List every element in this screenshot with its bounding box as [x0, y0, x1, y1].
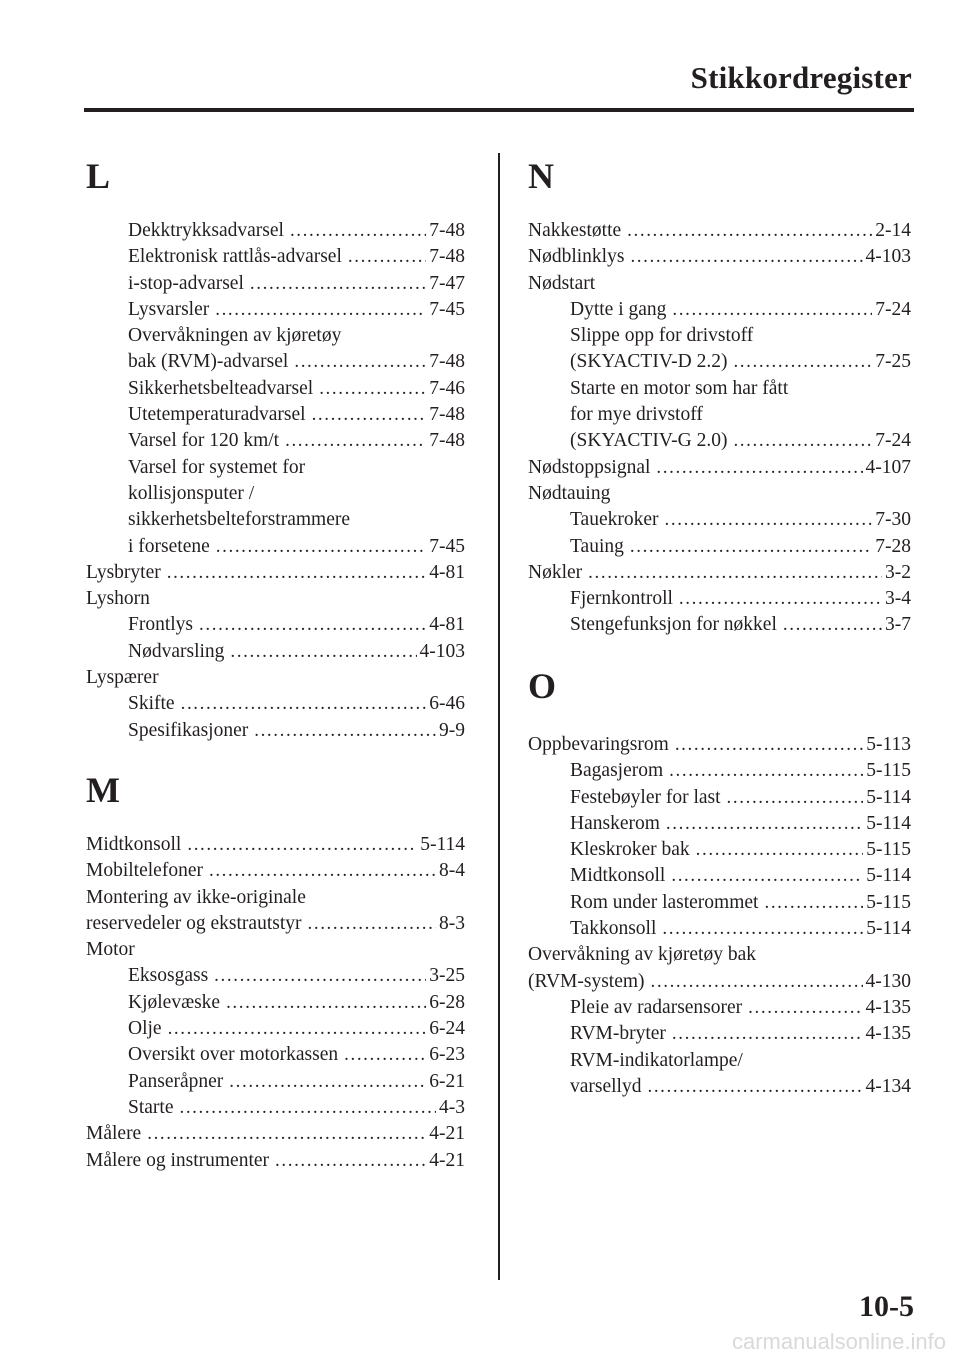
dot-leader [651, 969, 863, 995]
index-entry [528, 1048, 911, 1074]
index-entry [86, 612, 465, 638]
index-entry-page: 4-130 [865, 970, 911, 992]
section-letter-l: L [86, 156, 111, 196]
dot-leader [733, 349, 872, 375]
index-entry [528, 1021, 911, 1047]
index-entry-page: 5-115 [866, 891, 911, 913]
index-entry [86, 639, 465, 665]
index-entry-page: 4-21 [429, 1149, 465, 1171]
index-entry-text: Olje [128, 1018, 162, 1040]
index-entry-text: Utetemperaturadvarsel [128, 404, 306, 426]
index-entry [528, 837, 911, 863]
index-entry-text: Frontlys [128, 614, 194, 636]
dot-leader [733, 428, 872, 454]
dot-leader [696, 837, 864, 863]
index-entry-page: 7-46 [429, 377, 465, 399]
index-entry [86, 402, 465, 428]
index-entry-page: 7-48 [429, 430, 465, 452]
index-entry-text: (SKYACTIV-G 2.0) [570, 430, 728, 452]
index-entry [528, 323, 911, 349]
index-entry-page: 7-24 [875, 430, 911, 452]
index-entry-text: Nøkler [528, 561, 583, 583]
index-entry-text: varsellyd [570, 1075, 642, 1097]
index-entry-text: Sikkerhetsbelteadvarsel [128, 377, 314, 399]
dot-leader [179, 1095, 436, 1121]
index-entry-page: 4-103 [865, 246, 911, 268]
index-entry [86, 349, 465, 375]
dot-leader [229, 1069, 426, 1095]
dot-leader [285, 428, 426, 454]
index-entry [86, 1095, 465, 1121]
index-entry-page: 5-114 [866, 865, 911, 887]
dot-leader [215, 297, 426, 323]
dot-leader [187, 832, 417, 858]
index-entry-page: 5-115 [866, 760, 911, 782]
index-entry [86, 1042, 465, 1068]
index-entry-page: 4-134 [865, 1075, 911, 1097]
index-entry [86, 218, 465, 244]
index-entry [86, 963, 465, 989]
dot-leader [669, 758, 863, 784]
index-entry [528, 890, 911, 916]
index-entry [528, 732, 911, 758]
index-entry-page: 7-30 [875, 509, 911, 531]
index-entry-text: sikkerhetsbelteforstrammere [128, 509, 350, 531]
index-entry [528, 560, 911, 586]
index-entry [86, 1069, 465, 1095]
index-entry-text: Nakkestøtte [528, 220, 622, 241]
index-entry-text: Midtkonsoll [570, 865, 666, 887]
index-entry [86, 586, 465, 612]
index-entry-text: Tauekroker [570, 509, 659, 531]
page-number: 10-5 [859, 1290, 914, 1323]
index-entry-page: 4-103 [419, 640, 465, 662]
dot-leader [627, 218, 872, 244]
dot-leader [672, 297, 872, 323]
dot-leader [656, 455, 862, 481]
index-entry-page: 7-25 [875, 351, 911, 373]
index-entry-page: 3-25 [429, 965, 465, 987]
dot-leader [319, 376, 426, 402]
index-entry-text: Varsel for 120 km/t [128, 430, 280, 452]
index-entry-page: 4-135 [865, 1023, 911, 1045]
index-entry [528, 271, 911, 297]
index-entry-text: Pleie av radarsensorer [570, 996, 743, 1018]
dot-leader [630, 244, 862, 270]
index-entry [86, 244, 465, 270]
index-entry-text: Rom under lasterommet [570, 891, 759, 913]
index-entry-page: 7-48 [429, 351, 465, 373]
index-entry [86, 885, 465, 911]
index-entry-page: 4-81 [429, 614, 465, 636]
index-entry [528, 349, 911, 375]
index-entry [86, 937, 465, 963]
index-entry-text: RVM-bryter [570, 1023, 666, 1045]
index-entry [528, 612, 911, 638]
dot-leader [167, 560, 427, 586]
index-entry-text: for mye drivstoff [570, 404, 703, 426]
dot-leader [308, 911, 437, 937]
index-entry [86, 323, 465, 349]
index-entry-text: Stengefunksjon for nøkkel [570, 614, 777, 636]
index-entry [86, 691, 465, 717]
dot-leader [679, 586, 882, 612]
index-entry [86, 1148, 465, 1174]
index-entry-text: Mobiltelefoner [86, 860, 203, 882]
dot-leader [675, 732, 863, 758]
index-entry-text: i-stop-advarsel [128, 272, 244, 294]
dot-leader [666, 811, 863, 837]
index-entry-text: Nødblinklys [528, 246, 625, 268]
index-entry [528, 942, 911, 968]
index-entry-text: Overvåkning av kjøretøy bak [528, 944, 756, 966]
dot-leader [250, 271, 426, 297]
dot-leader [647, 1074, 862, 1100]
dot-leader [254, 718, 436, 744]
index-entry [528, 995, 911, 1021]
index-entry-page: 3-4 [885, 588, 911, 610]
index-entry [86, 718, 465, 744]
index-entry-text: Bagasjerom [570, 760, 664, 782]
index-entry [528, 916, 911, 942]
index-entry-text: Lysvarsler [128, 298, 210, 320]
index-entry-text: Starte [128, 1096, 174, 1118]
index-entry-page: 5-114 [866, 918, 911, 940]
index-entry [528, 218, 911, 244]
index-entry-page: 8-4 [439, 860, 465, 882]
dot-leader [764, 890, 863, 916]
index-entry-page: 4-81 [429, 561, 465, 583]
dot-leader [209, 858, 436, 884]
index-entry [86, 481, 465, 507]
index-entry-text: (RVM-system) [528, 970, 645, 992]
index-entry [86, 455, 465, 481]
index-entry [528, 481, 911, 507]
index-entry-page: 3-2 [885, 561, 911, 583]
index-entry-text: Oversikt over motorkassen [128, 1044, 339, 1066]
index-entry-page: 7-47 [429, 272, 465, 294]
index-entry [528, 863, 911, 889]
dot-leader [672, 1021, 863, 1047]
dot-leader [147, 1121, 426, 1147]
dot-leader [727, 785, 864, 811]
index-entry [528, 455, 911, 481]
index-entry-text: Spesifikasjoner [128, 719, 249, 741]
dot-leader [294, 349, 426, 375]
index-entry-text: Panseråpner [128, 1070, 224, 1092]
index-entry [86, 428, 465, 454]
index-entry [528, 1074, 911, 1100]
index-entry-text: bak (RVM)-advarsel [128, 351, 289, 373]
index-entry [528, 244, 911, 270]
index-entry-text: RVM-indikatorlampe/ [570, 1049, 743, 1071]
section-letter-m: M [86, 770, 120, 810]
index-entry-page: 6-24 [429, 1018, 465, 1040]
index-entry-page: 6-21 [429, 1070, 465, 1092]
section-letter-o: O [528, 666, 557, 706]
dot-leader [226, 990, 426, 1016]
index-entry-text: Festebøyler for last [570, 786, 721, 808]
dot-leader [665, 507, 873, 533]
index-entry-page: 6-28 [429, 991, 465, 1013]
index-entry [86, 832, 465, 858]
index-entry-text: i forsetene [128, 535, 210, 557]
index-entry-page: 2-14 [875, 220, 911, 241]
index-entry [528, 297, 911, 323]
index-entry-text: Elektronisk rattlås-advarsel [128, 246, 342, 268]
index-entry [528, 428, 911, 454]
index-entry-page: 7-48 [429, 220, 465, 241]
dot-leader [671, 863, 863, 889]
index-entry-text: Takkonsoll [570, 918, 657, 940]
index-entry-page: 3-7 [885, 614, 911, 636]
index-entry [86, 665, 465, 691]
index-entry-text: Eksosgass [128, 965, 209, 987]
index-entry [528, 811, 911, 837]
index-entry [86, 1121, 465, 1147]
section-o-entries [528, 732, 911, 1100]
index-entry-text: (SKYACTIV-D 2.2) [570, 351, 728, 373]
index-entry-text: Lyshorn [86, 588, 150, 610]
index-entry-text: Kleskroker bak [570, 839, 690, 861]
index-entry-page: 4-21 [429, 1123, 465, 1145]
index-entry [86, 858, 465, 884]
index-entry-page: 9-9 [439, 719, 465, 741]
dot-leader [275, 1148, 426, 1174]
index-entry [528, 402, 911, 428]
index-entry-text: Varsel for systemet for [128, 456, 306, 478]
index-entry-text: kollisjonsputer / [128, 482, 255, 504]
index-entry-page: 5-115 [866, 839, 911, 861]
dot-leader [312, 402, 427, 428]
dot-leader [348, 244, 426, 270]
index-entry-text: Oppbevaringsrom [528, 734, 669, 755]
index-entry-text: Lysbryter [86, 561, 161, 583]
watermark: carmanualsonline.info [731, 1329, 946, 1354]
index-entry [528, 376, 911, 402]
dot-leader [344, 1042, 426, 1068]
index-entry-text: Dytte i gang [570, 298, 667, 320]
index-entry-text: Lyspærer [86, 667, 159, 689]
index-entry-text: Overvåkningen av kjøretøy [128, 325, 342, 347]
index-entry [528, 969, 911, 995]
index-entry-page: 5-113 [866, 734, 911, 755]
index-entry [86, 560, 465, 586]
dot-leader [662, 916, 863, 942]
section-l-entries [86, 218, 465, 744]
section-letter-n: N [528, 156, 554, 196]
index-entry-page: 4-135 [865, 996, 911, 1018]
index-entry [86, 376, 465, 402]
dot-leader [290, 218, 426, 244]
column-divider [498, 153, 500, 1280]
index-entry-text: Nødstoppsignal [528, 456, 651, 478]
index-entry [86, 507, 465, 533]
dot-leader [588, 560, 882, 586]
index-entry-text: Målere og instrumenter [86, 1149, 270, 1171]
index-entry-text: Nødstart [528, 272, 596, 294]
index-entry-text: Motor [86, 939, 135, 961]
dot-leader [214, 963, 426, 989]
index-entry-page: 4-3 [439, 1096, 465, 1118]
index-entry-page: 6-23 [429, 1044, 465, 1066]
index-entry [86, 911, 465, 937]
header-rule [84, 108, 914, 112]
index-entry-page: 7-45 [429, 535, 465, 557]
dot-leader [168, 1016, 427, 1042]
dot-leader [216, 534, 426, 560]
index-entry [86, 297, 465, 323]
section-m-entries [86, 832, 465, 1174]
dot-leader [199, 612, 426, 638]
index-entry-page: 5-114 [866, 812, 911, 834]
dot-leader [230, 639, 416, 665]
index-entry-text: Skifte [128, 693, 175, 715]
page-title: Stikkordregister [690, 60, 912, 95]
dot-leader [748, 995, 862, 1021]
index-entry [528, 785, 911, 811]
index-entry-page: 7-24 [875, 298, 911, 320]
index-entry-text: Fjernkontroll [570, 588, 673, 610]
index-entry-text: Kjølevæske [128, 991, 221, 1013]
index-entry-page: 5-114 [420, 834, 465, 855]
index-entry-text: reservedeler og ekstrautstyr [86, 912, 302, 934]
index-entry-text: Starte en motor som har fått [570, 377, 789, 399]
index-entry-text: Hanskerom [570, 812, 660, 834]
dot-leader [630, 534, 872, 560]
index-entry-page: 7-48 [429, 246, 465, 268]
index-entry [86, 1016, 465, 1042]
index-entry [528, 586, 911, 612]
index-entry-text: Midtkonsoll [86, 834, 182, 855]
index-entry [528, 534, 911, 560]
index-entry [86, 534, 465, 560]
index-entry-page: 7-45 [429, 298, 465, 320]
index-entry [86, 271, 465, 297]
index-entry-text: Montering av ikke-originale [86, 886, 306, 908]
index-entry-page: 7-28 [875, 535, 911, 557]
index-entry-page: 8-3 [439, 912, 465, 934]
index-entry-text: Slippe opp for drivstoff [570, 325, 754, 347]
dot-leader [783, 612, 882, 638]
dot-leader [181, 691, 427, 717]
index-entry-page: 6-46 [429, 693, 465, 715]
index-entry-text: Nødvarsling [128, 640, 225, 662]
index-entry-page: 7-48 [429, 404, 465, 426]
index-entry [86, 990, 465, 1016]
index-entry-text: Nødtauing [528, 482, 611, 504]
index-entry-text: Dekktrykksadvarsel [128, 220, 284, 241]
index-entry-page: 5-114 [866, 786, 911, 808]
index-entry-text: Tauing [570, 535, 624, 557]
index-entry [528, 758, 911, 784]
index-entry-text: Målere [86, 1123, 142, 1145]
index-entry [528, 507, 911, 533]
section-n-entries [528, 218, 911, 639]
index-entry-page: 4-107 [865, 456, 911, 478]
